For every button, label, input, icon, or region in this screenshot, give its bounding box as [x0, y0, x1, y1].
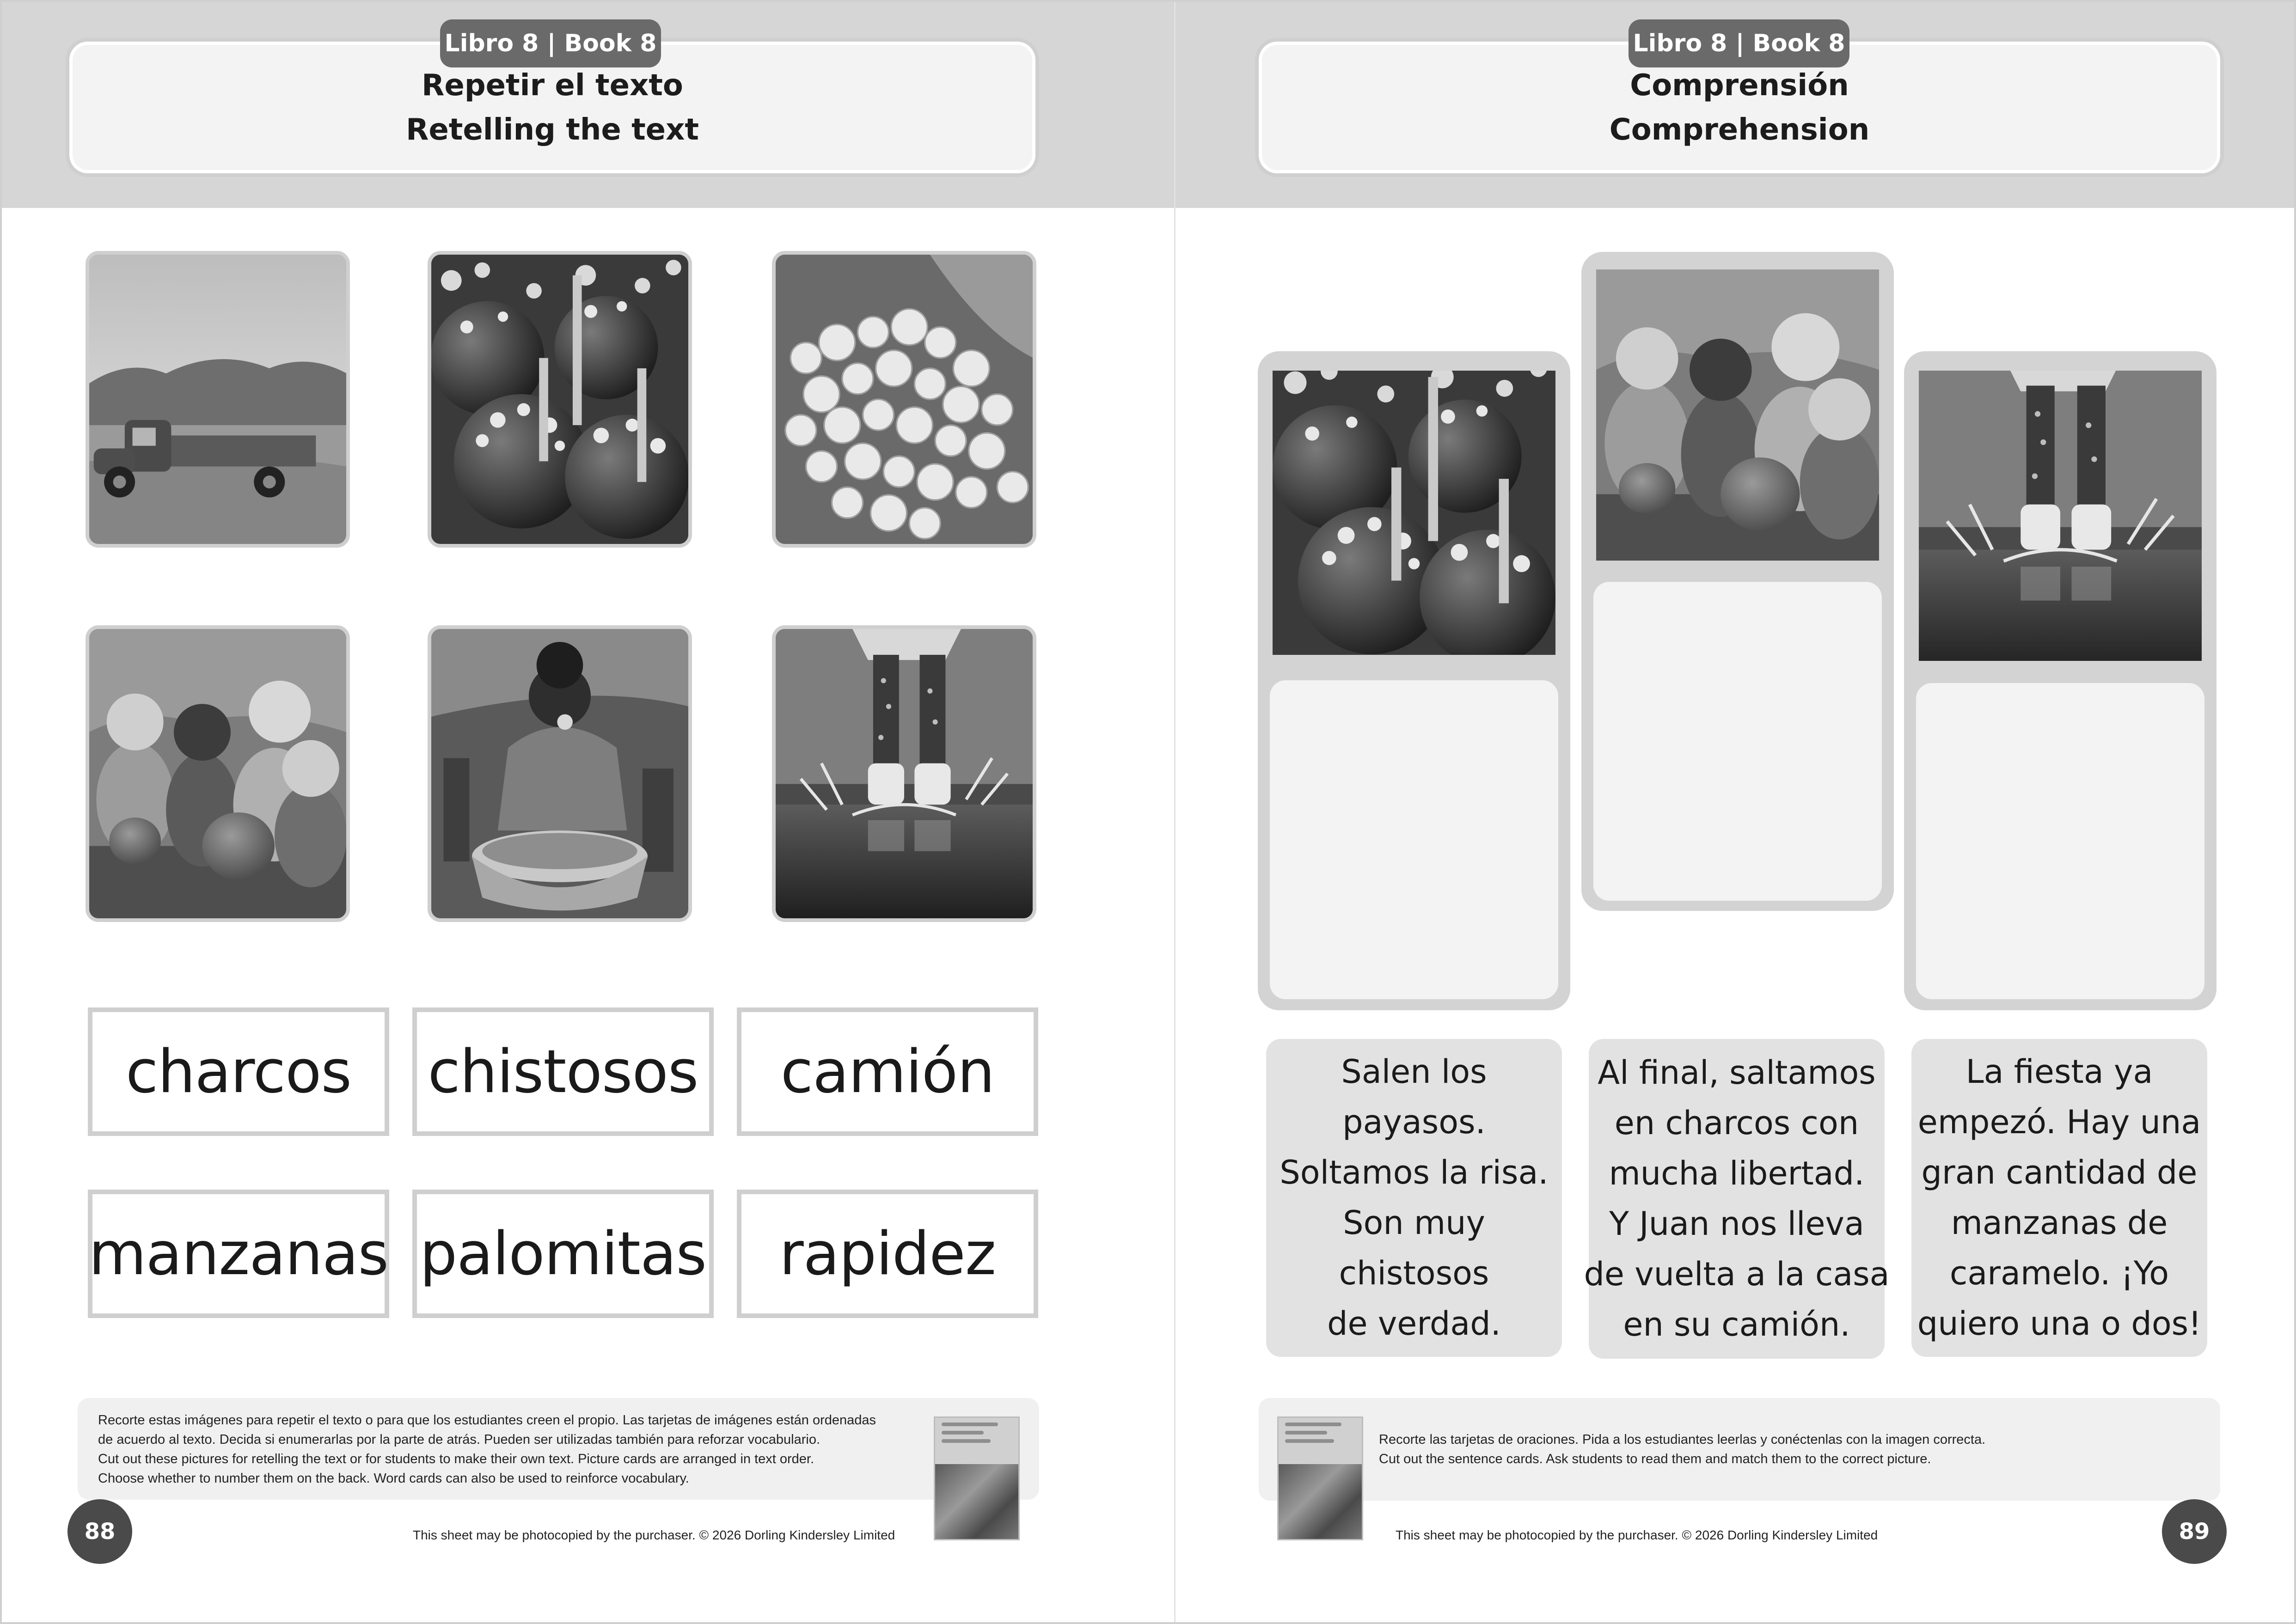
comprehension-photo — [1273, 371, 1555, 655]
sentence-line: de vuelta a la casa — [1584, 1255, 1890, 1293]
sentence-line: en su camión. — [1623, 1306, 1850, 1343]
picture-card-laughing-children[interactable] — [86, 625, 350, 922]
sentence-line: Son muy — [1343, 1204, 1485, 1242]
sentence-line: Soltamos la risa. — [1280, 1154, 1549, 1191]
sentence-line: La fiesta ya — [1965, 1053, 2153, 1091]
truck-landscape-photo — [89, 255, 346, 544]
word-card-text: palomitas — [419, 1219, 707, 1288]
word-card-text: manzanas — [88, 1219, 389, 1288]
title-spanish: Comprensión — [1630, 68, 1849, 103]
sentence-line: mucha libertad. — [1609, 1154, 1865, 1192]
comprehension-card[interactable] — [1581, 252, 1894, 911]
title-spanish: Repetir el texto — [422, 68, 683, 103]
sentence-line: Salen los — [1341, 1053, 1487, 1091]
sentence-card[interactable] — [1266, 1039, 1562, 1357]
word-card[interactable] — [88, 1007, 389, 1136]
book-tab: Libro 8 | Book 8 — [440, 19, 661, 67]
word-card[interactable] — [412, 1190, 714, 1318]
sentence-line: chistosos — [1339, 1254, 1489, 1292]
comprehension-photo — [1596, 269, 1879, 561]
puddle-boots-photo — [1919, 371, 2202, 661]
teacher-note-text — [98, 1410, 939, 1488]
answer-space — [1593, 582, 1882, 901]
sentence-line: caramelo. ¡Yo — [1949, 1254, 2169, 1292]
comprehension-photo — [1919, 371, 2202, 661]
word-card[interactable] — [737, 1190, 1038, 1318]
comprehension-card[interactable] — [1258, 351, 1570, 1010]
sentence-line: Al final, saltamos — [1598, 1054, 1876, 1092]
right-page — [1174, 0, 2296, 1624]
laughing-children-photo — [1596, 269, 1879, 561]
answer-space — [1916, 683, 2204, 999]
word-card-text: rapidez — [779, 1219, 996, 1288]
sentence-line: en charcos con — [1614, 1104, 1859, 1142]
word-card-text: camión — [780, 1037, 995, 1106]
popcorn-photo — [776, 255, 1033, 544]
sentence-card[interactable] — [1911, 1039, 2207, 1357]
page-number: 88 — [67, 1499, 132, 1564]
book-tab: Libro 8 | Book 8 — [1629, 19, 1849, 67]
sentence-line: payasos. — [1342, 1103, 1486, 1141]
sentence-card[interactable] — [1584, 1039, 1890, 1359]
note-line: Cut out the sentence cards. Ask students to read them and match them to the correct picture. — [1379, 1452, 1931, 1466]
word-card[interactable] — [88, 1190, 389, 1318]
book-cover-thumbnail — [1277, 1416, 1363, 1540]
word-card-text: charcos — [125, 1037, 352, 1106]
word-card-text: chistosos — [428, 1037, 698, 1106]
caramel-apples-photo — [1273, 371, 1555, 655]
laughing-children-photo — [89, 629, 346, 918]
note-line: Recorte las tarjetas de oraciones. Pida a los estudiantes leerlas y conéctenlas con la imagen correcta. — [1379, 1432, 1986, 1447]
sentence-line: gran cantidad de — [1921, 1154, 2198, 1191]
picture-card-caramel-apples[interactable] — [428, 251, 692, 548]
teacher-note-text — [1379, 1430, 2202, 1469]
note-line: Recorte estas imágenes para repetir el texto o para que los estudiantes creen el propio. Las tarjetas de imágenes están ordenadas — [98, 1413, 876, 1428]
sentence-line: de verdad. — [1327, 1305, 1501, 1343]
title-english: Retelling the text — [406, 112, 699, 147]
note-line: Choose whether to number them on the back. Word cards can also be used to reinforce vocabulary. — [98, 1471, 689, 1486]
sentence-line: quiero una o dos! — [1917, 1305, 2202, 1343]
sentence-line: empezó. Hay una — [1917, 1103, 2201, 1141]
comprehension-card[interactable] — [1904, 351, 2216, 1010]
picture-card-popcorn[interactable] — [772, 251, 1036, 548]
copyright-notice: This sheet may be photocopied by the purchaser. © 2026 Dorling Kindersley Limited — [1396, 1528, 1878, 1542]
sentence-line: Y Juan nos lleva — [1609, 1205, 1864, 1243]
word-card[interactable] — [412, 1007, 714, 1136]
title-english: Comprehension — [1609, 112, 1870, 147]
word-card[interactable] — [737, 1007, 1038, 1136]
page-number: 89 — [2162, 1499, 2227, 1564]
picture-card-puddle-boots[interactable] — [772, 625, 1036, 922]
picture-card-apple-bobbing[interactable] — [428, 625, 692, 922]
picture-card-truck[interactable] — [86, 251, 350, 548]
apple-bobbing-photo — [431, 629, 688, 918]
answer-space — [1270, 680, 1558, 999]
copyright-notice: This sheet may be photocopied by the purchaser. © 2026 Dorling Kindersley Limited — [413, 1528, 895, 1542]
sentence-line: manzanas de — [1951, 1204, 2168, 1242]
book-cover-thumbnail — [934, 1416, 1020, 1540]
puddle-boots-photo — [776, 629, 1033, 918]
note-line: Cut out these pictures for retelling the text or for students to make their own text. Picture cards are arranged in text order. — [98, 1452, 814, 1466]
caramel-apples-photo — [431, 255, 688, 544]
note-line: de acuerdo al texto. Decida si enumerarlas por la parte de atrás. Pueden ser utilizadas también para reforzar vocabulario. — [98, 1432, 820, 1447]
